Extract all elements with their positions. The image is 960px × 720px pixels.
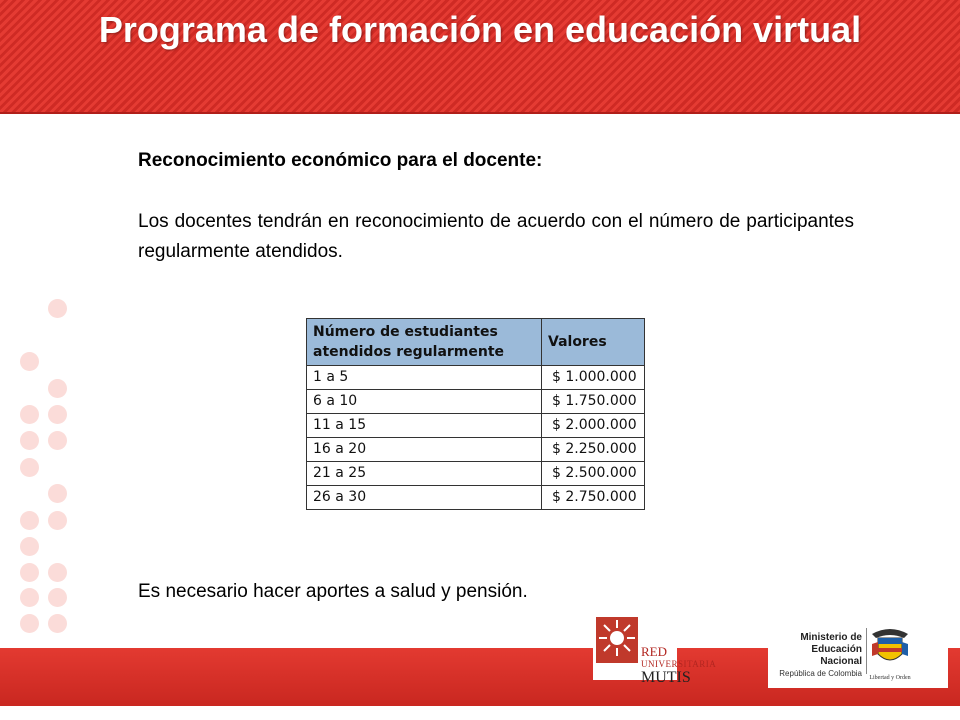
decor-dot: [20, 405, 39, 424]
sunburst-logo-icon: [595, 616, 639, 664]
value-cell: $ 2.000.000: [542, 414, 645, 438]
contribution-note: Es necesario hacer aportes a salud y pensión.: [138, 581, 528, 602]
logo-line-red: RED: [641, 644, 667, 659]
decor-dot: [20, 588, 39, 607]
logo-divider: [866, 628, 867, 674]
value-cell: $ 1.750.000: [542, 390, 645, 414]
value-cell: $ 2.250.000: [542, 438, 645, 462]
decor-dot: [48, 614, 67, 633]
ministerio-logo: [768, 618, 948, 688]
ministerio-line2: Educación Nacional: [811, 644, 862, 667]
value-cell: $ 2.750.000: [542, 486, 645, 510]
table-row: [307, 438, 645, 462]
range-cell: 26 a 30: [307, 486, 542, 510]
range-cell: 1 a 5: [307, 366, 542, 390]
decor-dot: [48, 484, 67, 503]
section-subtitle: Reconocimiento económico para el docente:: [138, 150, 543, 171]
colombia-coat-of-arms-icon: [868, 624, 912, 674]
table-row: [307, 462, 645, 486]
decor-dot: [20, 614, 39, 633]
range-cell: 11 a 15: [307, 414, 542, 438]
decor-dot: [48, 511, 67, 530]
decor-dot: [20, 458, 39, 477]
table-row: [307, 366, 645, 390]
ministerio-line3: República de Colombia: [779, 669, 862, 678]
range-cell: 16 a 20: [307, 438, 542, 462]
value-cell: $ 1.000.000: [542, 366, 645, 390]
decor-dot: [20, 431, 39, 450]
ministerio-wordmark: [776, 632, 862, 679]
column-header-values: Valores: [542, 319, 645, 366]
ministerio-motto: Libertad y Orden: [869, 675, 911, 681]
title-banner: [0, 0, 960, 114]
table-row: [307, 486, 645, 510]
decor-dot: [48, 431, 67, 450]
decor-dot: [48, 405, 67, 424]
slide-title: Programa de formación en educación virtual: [98, 9, 862, 50]
table-row: [307, 390, 645, 414]
decor-dot: [20, 563, 39, 582]
decor-dot: [20, 352, 39, 371]
decor-dot: [48, 563, 67, 582]
fees-table: [306, 318, 645, 510]
decor-dot: [48, 588, 67, 607]
value-cell: $ 2.500.000: [542, 462, 645, 486]
intro-paragraph: Los docentes tendrán en reconocimiento de acuerdo con el número de participantes regularmente atendidos.: [138, 211, 854, 262]
range-cell: 6 a 10: [307, 390, 542, 414]
range-cell: 21 a 25: [307, 462, 542, 486]
column-header-students: Número de estudiantes atendidos regularmente: [307, 319, 542, 366]
table-row: [307, 414, 645, 438]
decor-dot: [48, 299, 67, 318]
decor-dot: [20, 511, 39, 530]
footer-bottom-strip: [0, 706, 960, 720]
decor-dot: [20, 537, 39, 556]
logo-line-universitaria: UNIVERSITARIA: [641, 659, 717, 669]
logo-line-mutis: MUTIS: [641, 669, 691, 686]
red-mutis-logo: [593, 612, 717, 686]
table-header-row: [307, 319, 645, 366]
red-mutis-wordmark: [641, 646, 716, 686]
decor-dot: [48, 379, 67, 398]
ministerio-line1: Ministerio de: [800, 632, 862, 643]
